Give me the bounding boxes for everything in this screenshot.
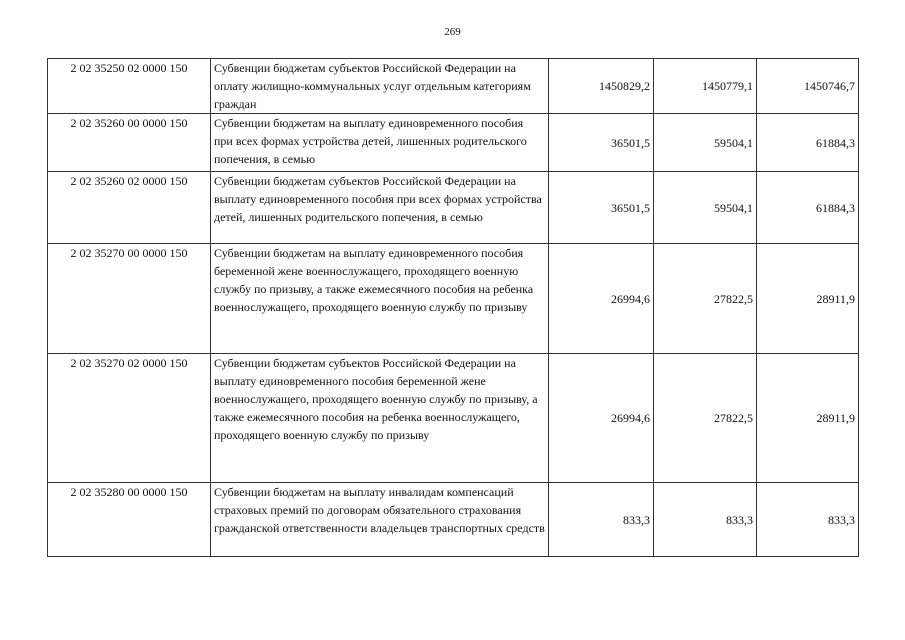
budget-code: 2 02 35270 02 0000 150 [48,354,211,483]
amount-year-1: 36501,5 [549,114,654,172]
amount-year-2: 833,3 [654,483,757,557]
amount-year-3: 1450746,7 [757,59,859,114]
table-row [48,244,859,354]
amount-year-3: 61884,3 [757,172,859,244]
budget-code: 2 02 35270 00 0000 150 [48,244,211,354]
amount-year-1: 833,3 [549,483,654,557]
budget-item-name: Субвенции бюджетам на выплату единовременного пособия при всех формах устройства детей, лишенных родительского попечения, в семью [211,114,549,172]
amount-year-1: 36501,5 [549,172,654,244]
table-row [48,114,859,172]
table-row [48,59,859,114]
budget-code: 2 02 35260 00 0000 150 [48,114,211,172]
amount-year-1: 1450829,2 [549,59,654,114]
budget-item-name: Субвенции бюджетам на выплату единовременного пособия беременной жене военнослужащего, проходящего военную службу по призыву, а также ежемесячного пособия на ребенка военнослужащего, проходящего военную службу по призыву [211,244,549,354]
amount-year-3: 28911,9 [757,244,859,354]
amount-year-2: 1450779,1 [654,59,757,114]
table-row [48,354,859,483]
budget-code: 2 02 35250 02 0000 150 [48,59,211,114]
amount-year-3: 28911,9 [757,354,859,483]
budget-code: 2 02 35260 02 0000 150 [48,172,211,244]
amount-year-2: 59504,1 [654,114,757,172]
amount-year-2: 27822,5 [654,244,757,354]
budget-item-name: Субвенции бюджетам субъектов Российской Федерации на выплату единовременного пособия при всех формах устройства детей, лишенных родительского попечения, в семью [211,172,549,244]
budget-item-name: Субвенции бюджетам субъектов Российской Федерации на оплату жилищно-коммунальных услуг отдельным категориям граждан [211,59,549,114]
amount-year-3: 833,3 [757,483,859,557]
budget-item-name: Субвенции бюджетам субъектов Российской Федерации на выплату единовременного пособия беременной жене военнослужащего, проходящего военную службу по призыву, а также ежемесячного пособия на ребенка военнослужащего, проходящего военную службу по призыву [211,354,549,483]
table-row [48,483,859,557]
budget-revenue-table [47,58,859,557]
amount-year-2: 27822,5 [654,354,757,483]
amount-year-2: 59504,1 [654,172,757,244]
amount-year-1: 26994,6 [549,354,654,483]
table-row [48,172,859,244]
amount-year-1: 26994,6 [549,244,654,354]
page-number: 269 [444,26,461,38]
budget-code: 2 02 35280 00 0000 150 [48,483,211,557]
amount-year-3: 61884,3 [757,114,859,172]
budget-item-name: Субвенции бюджетам на выплату инвалидам компенсаций страховых премий по договорам обязательного страхования гражданской ответственности владельцев транспортных средств [211,483,549,557]
